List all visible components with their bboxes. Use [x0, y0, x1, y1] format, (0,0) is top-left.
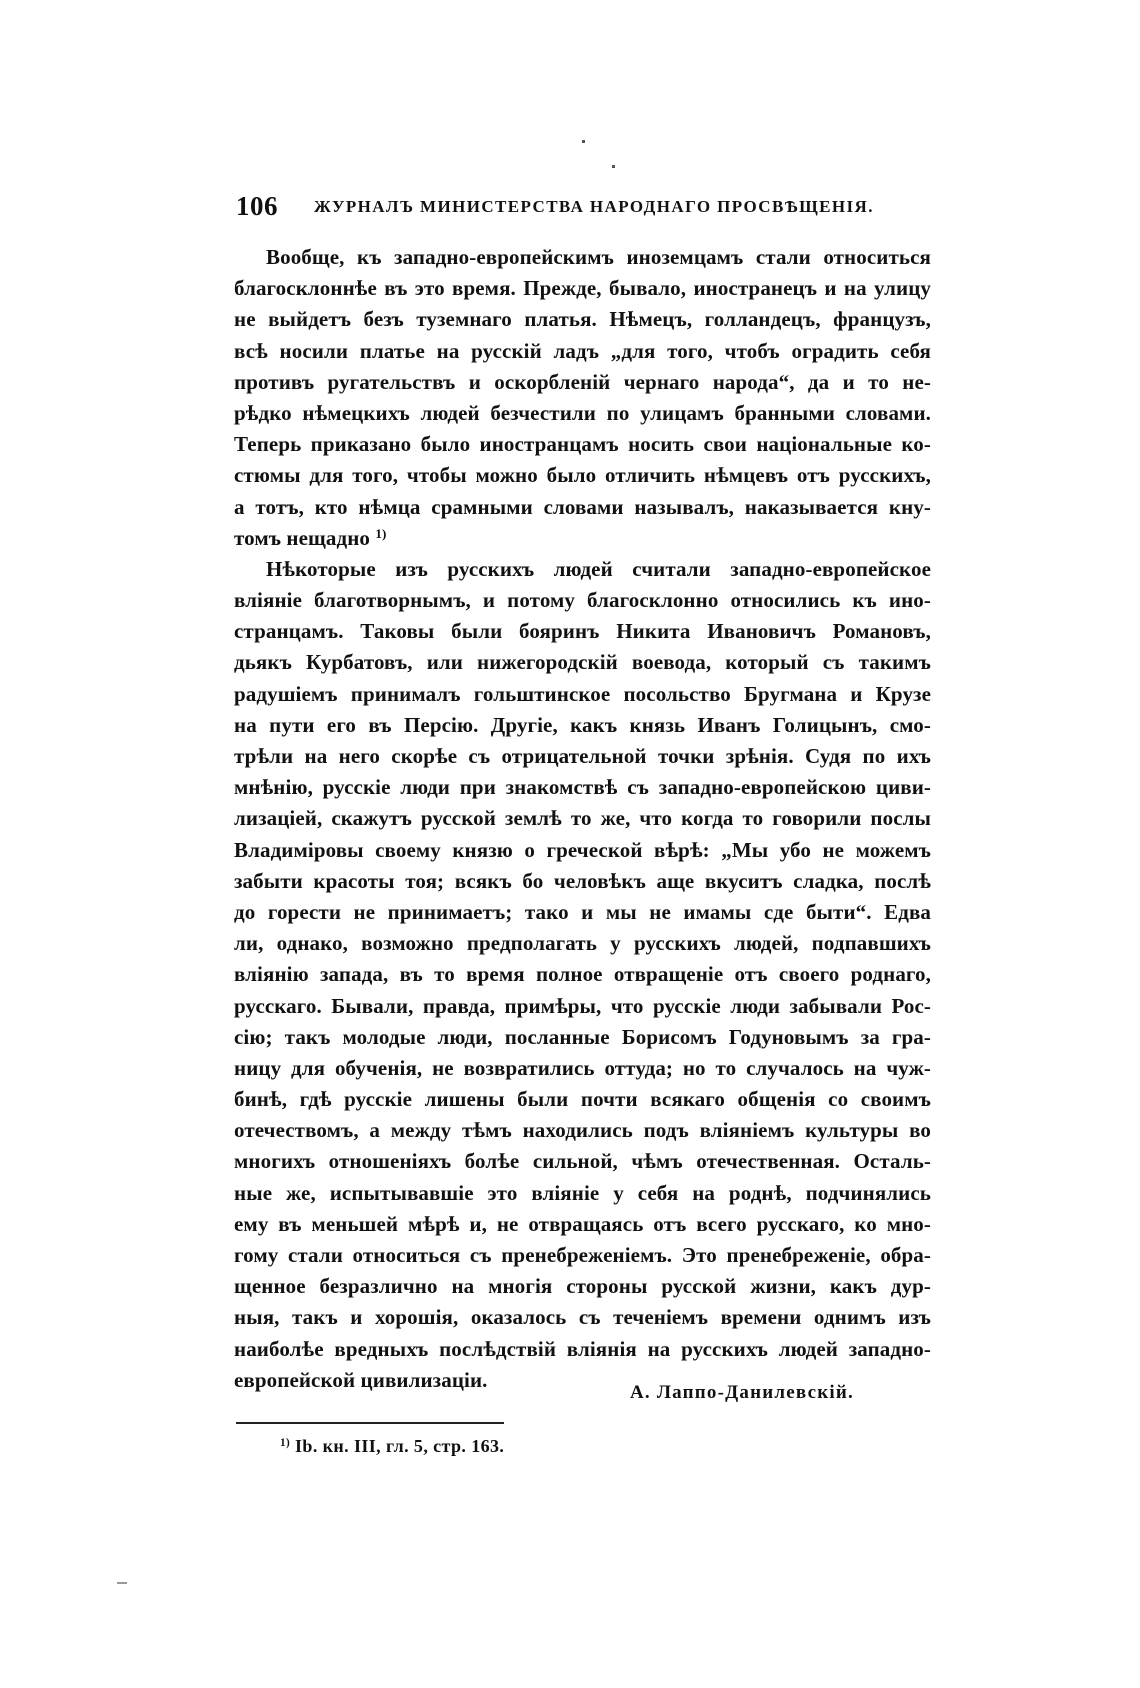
text-line: мнѣнію, русскіе люди при знакомствѣ съ западно-европейскою циви-: [234, 775, 931, 800]
text-line: вліянію запада, въ то время полное отвращеніе отъ своего роднаго,: [234, 962, 931, 987]
text-line: благосклоннѣе въ это время. Прежде, бывало, иностранецъ и на улицу: [234, 276, 931, 301]
text-line: отечествомъ, а между тѣмъ находились подъ вліяніемъ культуры во: [234, 1118, 931, 1143]
text-line: не выйдетъ безъ туземнаго платья. Нѣмецъ, голландецъ, французъ,: [234, 307, 931, 332]
running-title: ЖУРНАЛЪ МИНИСТЕРСТВА НАРОДНАГО ПРОСВѢЩЕНІЯ.: [314, 197, 874, 216]
text-line-content: томъ нещадно: [234, 525, 371, 550]
text-line: русскаго. Бывали, правда, примѣры, что русскіе люди забывали Рос-: [234, 993, 931, 1018]
text-line: на пути его въ Персію. Другіе, какъ князь Иванъ Голицынъ, смо-: [234, 712, 931, 737]
text-line: стюмы для того, чтобы можно было отличить нѣмцевъ отъ русскихъ,: [234, 463, 931, 488]
text-line: Вообще, къ западно-европейскимъ иноземцамъ стали относиться: [266, 245, 931, 269]
text-line: ные же, испытывавшіе это вліяніе у себя на роднѣ, подчинялись: [234, 1180, 931, 1205]
text-line: странцамъ. Таковы были бояринъ Никита Ивановичъ Романовъ,: [234, 619, 931, 644]
text-line: забыти красоты тоя; всякъ бо человѣкъ аще вкуситъ сладка, послѣ: [234, 868, 931, 893]
text-line: всѣ носили платье на русскій ладъ „для того, чтобъ оградить себя: [234, 338, 931, 363]
scan-speck: [612, 165, 615, 168]
footnote-divider: [236, 1422, 504, 1424]
text-line: щенное безразлично на многія стороны русской жизни, какъ дур-: [234, 1274, 931, 1299]
footnote: [280, 1436, 504, 1457]
text-line: Теперь приказано было иностранцамъ носить свои національные ко-: [234, 432, 931, 457]
author-signature: А. Лаппо-Данилевскій.: [630, 1382, 854, 1403]
text-line: наиболѣе вредныхъ послѣдствій вліянія на русскихъ людей западно-: [234, 1336, 931, 1361]
text-line: дьякъ Курбатовъ, или нижегородскій воевода, который съ такимъ: [234, 650, 931, 675]
text-line: ему въ меньшей мѣрѣ и, не отвращаясь отъ всего русскаго, ко мно-: [234, 1211, 931, 1236]
text-line: сію; такъ молодые люди, посланные Борисомъ Годуновымъ за гра-: [234, 1024, 931, 1049]
text-line: трѣли на него скорѣе съ отрицательной точки зрѣнія. Судя по ихъ: [234, 744, 931, 768]
text-line: Нѣкоторые изъ русскихъ людей считали западно-европейское: [266, 556, 931, 581]
text-line-with-footnote-ref: [234, 523, 931, 554]
text-line: противъ ругательствъ и оскорбленій чернаго народа“, да и то не-: [234, 369, 931, 394]
article-body: [234, 242, 931, 1396]
text-line: лизаціей, скажутъ русской землѣ то же, что когда то говорили послы: [234, 806, 931, 831]
text-line: рѣдко нѣмецкихъ людей безчестили по улицамъ бранными словами.: [234, 400, 931, 425]
text-line: вліяніе благотворнымъ, и потому благосклонно относились къ ино-: [234, 588, 931, 613]
text-line: Владиміровы своему князю о греческой вѣрѣ: „Мы убо не можемъ: [234, 837, 931, 862]
footnote-reference: 1): [375, 525, 387, 541]
text-line: гому стали относиться съ пренебреженіемъ. Это пренебреженіе, обра-: [234, 1243, 931, 1267]
page-number: 106: [236, 191, 278, 221]
text-line: ницу для обученія, не возвратились оттуда; но то случалось на чуж-: [234, 1055, 931, 1080]
text-line: радушіемъ принималъ гольштинское посольство Бругмана и Крузе: [234, 681, 931, 706]
text-line: а тотъ, кто нѣмца срамными словами называлъ, наказывается кну-: [234, 494, 931, 519]
footnote-marker: 1): [280, 1436, 291, 1449]
text-line: многихъ отношеніяхъ болѣе сильной, чѣмъ отечественная. Осталь-: [234, 1149, 931, 1174]
footnote-text: Ib. кн. III, гл. 5, стр. 163.: [295, 1436, 505, 1456]
text-line: европейской цивилизаціи.: [234, 1367, 488, 1392]
text-line: до горести не принимаетъ; тако и мы не имамы сде быти“. Едва: [234, 899, 931, 924]
text-line: ныя, такъ и хорошія, оказалось съ теченіемъ времени однимъ изъ: [234, 1305, 931, 1330]
text-line: ли, однако, возможно предполагать у русскихъ людей, подпавшихъ: [234, 931, 931, 956]
scan-speck: [582, 140, 585, 143]
scan-speck: [117, 1582, 127, 1584]
running-header: [236, 190, 936, 222]
text-line: бинѣ, гдѣ русскіе лишены были почти всякаго общенія со своимъ: [234, 1087, 931, 1112]
